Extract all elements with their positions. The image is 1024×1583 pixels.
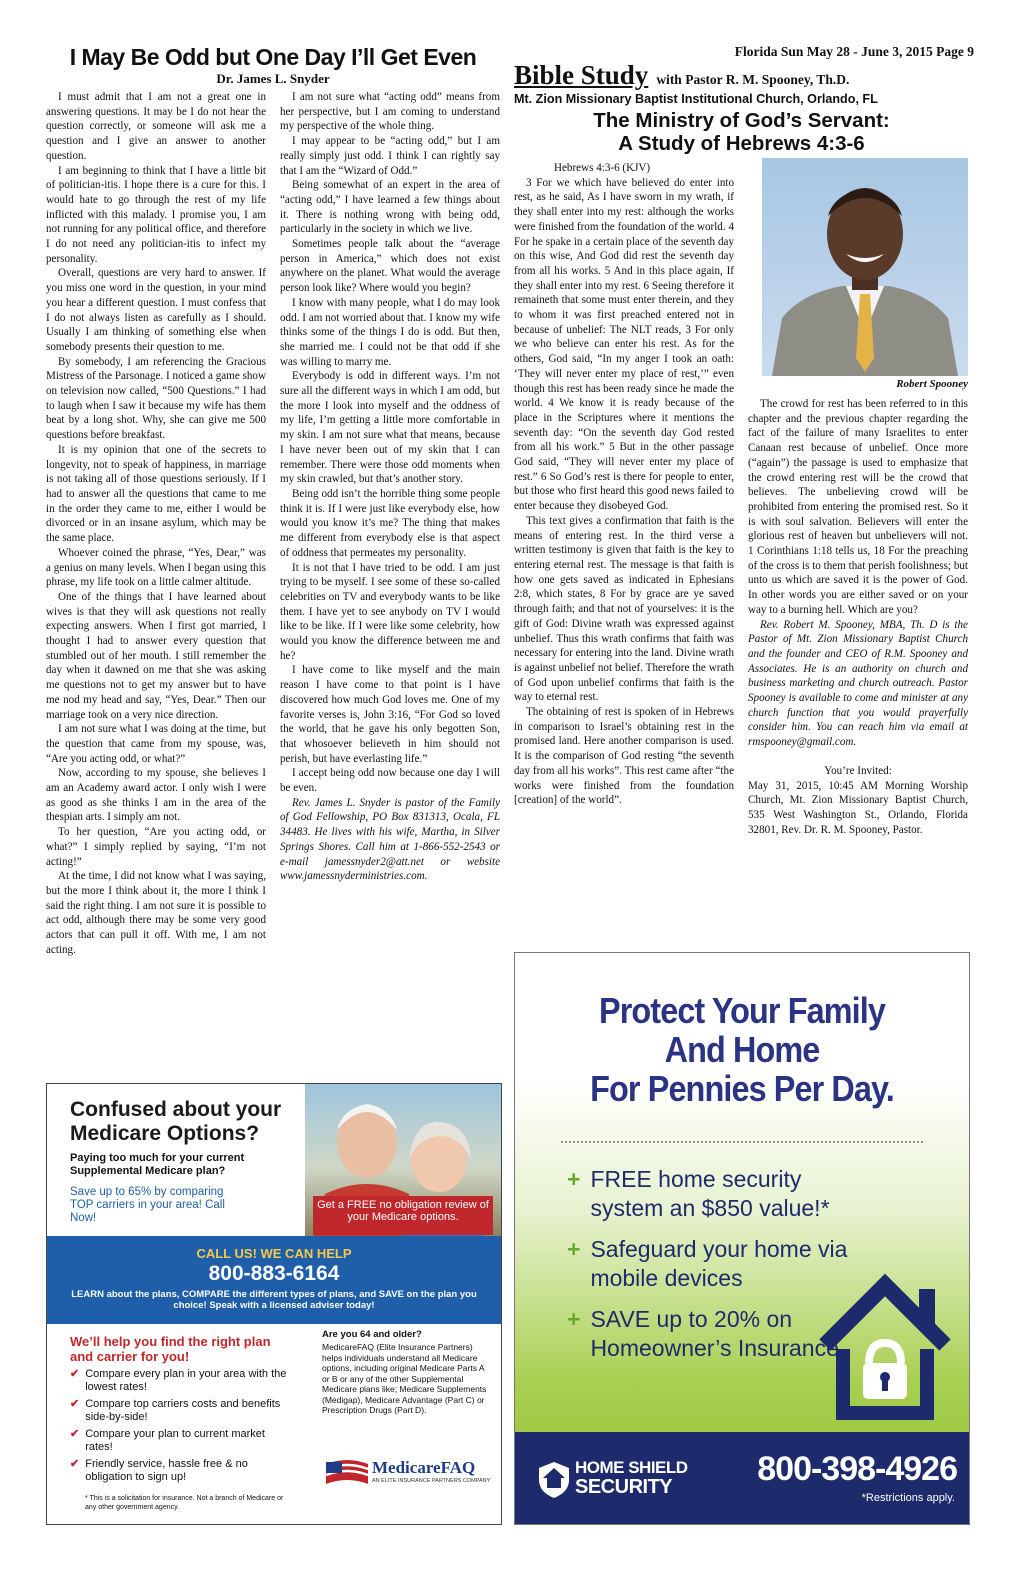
medicare-learn-text: LEARN about the plans, COMPARE the different types of plans, and SAVE on the plan you choice! Speak with a licensed adviser today! <box>71 1289 477 1311</box>
headline-line-2: And Home <box>664 1029 820 1070</box>
benefit-item: ✔ Friendly service, hassle free & no obligation to sign up! <box>70 1458 248 1483</box>
article-column-1 <box>46 90 266 1076</box>
check-icon: ✔ <box>70 1368 80 1380</box>
age-text: MedicareFAQ (Elite Insurance Partners) helps individuals understand all Medicare options, including original Medicare Parts A or B or any of the other Supplemental Medicare plans like; Medicare Supplements (Medigap), Medicare Advantage (Part C) or Prescription Drugs (Part D). <box>322 1342 487 1415</box>
medicare-save-text: Save up to 65% by comparing TOP carriers in your area! Call Now! <box>70 1186 225 1224</box>
paragraph: It is not that I have tried to be odd. I am just trying to be myself. I see some of these so-called celebrities on TV and everybody wants to be like them. I have yet to see anybody on TV I would like to be like. If I were like some celebrity, how would you know the difference between me and he? <box>280 561 500 662</box>
help-heading: We’ll help you find the right plan and carrier for you! <box>70 1334 271 1364</box>
paragraph: Whoever coined the phrase, “Yes, Dear,” was a genius on many levels. When I began using this phrase, my life took on a little calmer altitude. <box>46 546 266 589</box>
plus-icon: + <box>567 1166 581 1192</box>
paragraph: Now, according to my spouse, she believes I am an Academy award actor. I only wish I were as good as she thinks I am in the area of the thespian arts. I simply am not. <box>46 767 266 824</box>
article-column-2 <box>280 90 500 1076</box>
bible-title-line-1: The Ministry of God’s Servant: <box>593 109 890 132</box>
author-bio: Rev. James L. Snyder is pastor of the Family of God Fellowship, PO Box 831313, Ocala, FL 34483. He lives with his wife, Martha, in Silver Springs Shores. Call him at 1-866-552-2543 or e-mail jamessnyder2@att.net or website www.jamessnyderministries.com. <box>280 796 500 883</box>
paragraph: I am not sure what I was doing at the time, but the question that came from my spouse, was, “Are you acting odd, or what?” <box>46 723 266 765</box>
dotted-divider <box>561 1141 923 1143</box>
plus-icon: + <box>567 1306 581 1332</box>
paragraph: Sometimes people talk about the “average person in America,” which does not exist anywhere on the planet. What would the average person look like? Where would you begin? <box>280 238 500 295</box>
masthead: Florida Sun May 28 - June 3, 2015 Page 9 <box>734 44 974 59</box>
restrictions-note: *Restrictions apply. <box>861 1492 955 1504</box>
bible-column-1 <box>514 161 734 946</box>
paragraph: Everybody is odd in different ways. I’m not sure all the different ways in which I am odd, but the more I look into myself and the oddness of my life, I’m getting a little more comfortable in my skin. I am not sure what that means, because I have never been out of my skin that I can remember. There were those odd moments when my skin crawled, but that’s another story. <box>280 370 500 486</box>
brand-line-2: SECURITY <box>575 1476 673 1498</box>
paragraph: One of the things that I have learned about wives is that they will ask questions not really expecting answers. When I first got married, I thought I had to answer every question that stumbled out of her mouth. I still remember the day when it dawned on me that she was asking me questions not to get my answer but to have me nod my head and say, “Yes, Dear.” Then our marriage took on a very nice direction. <box>46 590 266 721</box>
check-icon: ✔ <box>70 1458 80 1470</box>
headline-line-3: For Pennies Per Day. <box>590 1068 894 1109</box>
home-security-ad[interactable] <box>514 952 970 1525</box>
benefit-item: ✔ Compare your plan to current market rates! <box>70 1428 265 1453</box>
paragraph: I have come to like myself and the main reason I have come to that point is I have discovered how much God loves me. One of my favorite verses is, John 3:16, “For God so loved the world, that he gave his only begotten Son, that whosoever believeth in him should not perish, but have everlasting life.” <box>280 664 500 765</box>
call-us-label: CALL US! WE CAN HELP <box>196 1246 352 1261</box>
paragraph: 3 For we which have believed do enter into rest, as he said, As I have sworn in my wrath, if they shall enter into my rest: although the works were finished from the foundation of the world. 4 For he spake in a certain place of the seventh day on this wise, And God did rest the seventh day from all his works. 5 And in this place again, If they shall enter into my rest. 6 Seeing therefore it remaineth that some must enter therein, and they to whom it was first preached entered not in because of unbelief: The NLT reads, 3 For only we who believe can enter his rest. As for the others, God said, “In my anger I took an oath: ‘They will never enter my place of rest,’” even though this rest has been ready since he made the world. 4 We know it is ready because of the place in the Scriptures where it mentions the seventh day: “On the seventh day God rested from all his work.” 5 But in the other passage God said, “They will never enter my place of rest.” 6 So God’s rest is there for people to enter, but those who first heard this good news failed to enter because they disobeyed God. <box>514 176 734 513</box>
medicare-headline-1: Confused about your <box>70 1098 282 1121</box>
shield-icon <box>537 1460 571 1500</box>
paragraph: To her question, “Are you acting odd, or what?” I simply replied by saying, “I’m not acting!” <box>46 826 266 868</box>
benefit-item: ✔ Compare top carriers costs and benefits side-by-side! <box>70 1398 281 1423</box>
medicare-subhead: Paying too much for your current Supplemental Medicare plan? <box>70 1152 245 1177</box>
badge-text: Get a FREE no obligation review of your Medicare options. <box>317 1199 489 1223</box>
medicare-call-band <box>47 1236 501 1324</box>
portrait-photo <box>762 158 968 376</box>
invite-heading: You’re Invited: <box>824 764 892 777</box>
paragraph: I know with many people, what I do may look odd. I am not worried about that. I know my wife thinks some of the things I do is odd. But then, she married me. I could not be that odd if she was willing to marry me. <box>280 296 500 368</box>
bible-study-header <box>514 60 969 91</box>
article-title: I May Be Odd but One Day I’ll Get Even <box>69 44 477 70</box>
check-icon: ✔ <box>70 1398 80 1410</box>
benefit-item: ✔ Compare every plan in your area with the lowest rates! <box>70 1368 287 1393</box>
paragraph: I am beginning to think that I have a little bit of politician-itis. I hope there is a cure for this. I would hate to go through the rest of my life inflicted with this malady. I promise you, I am not running for any political office, and therefore I do not need any politician-itis to infect my personality. <box>46 164 266 265</box>
paragraph: The obtaining of rest is spoken of in Hebrews in comparison to Israel’s obtaining rest in the promised land. Here another comparison is used. It is the comparison of God resting “the seventh day from all his works”. This rest came after “the works were finished from the foundation [creation] of the world”. <box>514 706 734 807</box>
medicare-phone[interactable]: 800-883-6164 <box>208 1262 340 1285</box>
feature-item: + SAVE up to 20% on Homeowner’s Insurance <box>567 1306 839 1361</box>
home-ad-headline <box>538 991 947 1108</box>
portrait-illustration <box>762 158 968 376</box>
church-name: Mt. Zion Missionary Baptist Institutional Church, Orlando, FL <box>514 92 878 106</box>
bible-column-2 <box>748 397 968 947</box>
flag-icon <box>322 1456 372 1490</box>
home-ad-footer <box>515 1432 969 1524</box>
bible-study-kicker: Bible Study <box>514 60 649 90</box>
medicare-disclaimer: * This is a solicitation for insurance. Not a branch of Medicare or any other government agency. <box>85 1495 284 1511</box>
logo-text: MedicareFAQ <box>372 1458 476 1477</box>
paragraph: Being somewhat of an expert in the area of “acting odd,” I have learned a few things about it. There is nothing wrong with being odd, particularly in the society in which we live. <box>280 179 500 236</box>
benefit-list <box>70 1368 295 1488</box>
age-heading: Are you 64 and older? <box>322 1329 422 1340</box>
paragraph: Being odd isn’t the horrible thing some people think it is. If I were just like everybody else, how would you know it’s me? The thing that makes me different from everybody else is that aspect of oddness that permeates my personality. <box>280 487 500 559</box>
medicare-headline-2: Medicare Options? <box>70 1122 260 1145</box>
scripture-reference: Hebrews 4:3-6 (KJV) <box>554 162 651 174</box>
feature-item: + FREE home security system an $850 value!* <box>567 1166 830 1221</box>
photo-caption: Robert Spooney <box>896 378 968 390</box>
paragraph: I am not sure what “acting odd” means from her perspective, but I am coming to understand my perspective of the whole thing. <box>280 91 500 133</box>
brand-line-1: HOME SHIELD <box>575 1458 688 1477</box>
invite-text: May 31, 2015, 10:45 AM Morning Worship Church, Mt. Zion Missionary Baptist Church, 535 West Washington St., Orlando, Florida 32801, Rev. Dr. R. M. Spooney, Pastor. <box>748 779 968 836</box>
medicarefaq-logo <box>322 1456 492 1490</box>
paragraph: I accept being odd now because one day I will be even. <box>280 767 500 795</box>
paragraph: At the time, I did not know what I was saying, but the more I think about it, the more I think I said the right thing. I am not sure it is possible to act odd, although there may be some very good actors that can pull it off. With me, I am not acting. <box>46 870 266 956</box>
paragraph: The crowd for rest has been referred to in this chapter and the previous chapter regarding the fact of the failure of many Israelites to enter Canaan rest because of unbelief. Once more (“again”) the passage is used to emphasize that the crowd entering rest will be the crowd that believes. The unbelieving crowd will be prohibited from entering the promised rest. So it is with soul salvation. Believers will enter the glorious rest of heaven but unbelievers will not. 1 Corinthians 1:18 tells us, 18 For the preaching of the cross is to them that perish foolishness; but unto us which are saved it is the power of God. In other words you are either saved or on your way to a burning hell. Which are you? <box>748 398 968 616</box>
article-byline: Dr. James L. Snyder <box>216 71 330 86</box>
headline-line-1: Protect Your Family <box>598 990 885 1031</box>
logo-subtext: AN ELITE INSURANCE PARTNERS COMPANY <box>372 1478 491 1484</box>
paragraph: By somebody, I am referencing the Gracious Mistress of the Parsonage. I noticed a game show on television now called, “500 Questions.” I had to laugh when I saw it because my wife has them beat by a long shot. Why, she can give me 500 questions before breakfast. <box>46 355 266 442</box>
house-lock-icon <box>815 1271 955 1421</box>
check-icon: ✔ <box>70 1428 80 1440</box>
medicare-ad[interactable] <box>46 1083 502 1525</box>
paragraph: I must admit that I am not a great one in answering questions. It may be I do not hear the question correctly, or someone will ask me a question and I give an answer to another question. <box>46 91 266 162</box>
plus-icon: + <box>567 1236 581 1262</box>
bible-study-pastor: with Pastor R. M. Spooney, Th.D. <box>656 72 850 87</box>
paragraph: This text gives a confirmation that faith is the means of entering rest. In the third verse a written testimony is given that faith is the key to entering eternal rest. The message is that faith is how one gets saved as indicated in Ephesians 2:8, which states, 8 For by grace are ye saved through faith; and that not of yourselves: it is the gift of God: Divine wrath was expressed against unbelief. Thus this wrath confirms that faith was necessary for entering into the land. Divine wrath is against unbelief not belief. Therefore the wrath of God upon unbelief confirms that faith is the way to eternal rest. <box>514 514 734 704</box>
pastor-bio: Rev. Robert M. Spooney, MBA, Th. D is the Pastor of Mt. Zion Missionary Baptist Church and the founder and CEO of R.M. Spooney and Associates. He is an authority on church and business marketing and church outreach. Pastor Spooney is available to come and minister at any church function that you would prayerfully consider him. You can reach him via email at rmspooney@gmail.com. <box>748 618 968 749</box>
home-ad-phone[interactable]: 800-398-4926 <box>757 1450 957 1488</box>
paragraph: It is my opinion that one of the secrets to longevity, not to speak of happiness, in marriage is not taking all of those questions seriously. If I had to answer all the questions that came to me in the order they came to me, either I would be divorced or in an insane asylum, which may be the same place. <box>46 443 266 545</box>
medicare-badge <box>313 1196 493 1235</box>
paragraph: I may appear to be “acting odd,” but I am really simply just odd. I think I can rightly say that I am the “Wizard of Odd.” <box>280 135 500 177</box>
feature-item: + Safeguard your home via mobile devices <box>567 1236 848 1291</box>
bible-title-line-2: A Study of Hebrews 4:3-6 <box>618 132 865 155</box>
paragraph: Overall, questions are very hard to answer. If you miss one word in the question, in your mind you hear a different question. I must confess that I do not always listen as carefully as I should. Usually I am thinking of something else when somebody presents their question to me. <box>46 267 266 353</box>
